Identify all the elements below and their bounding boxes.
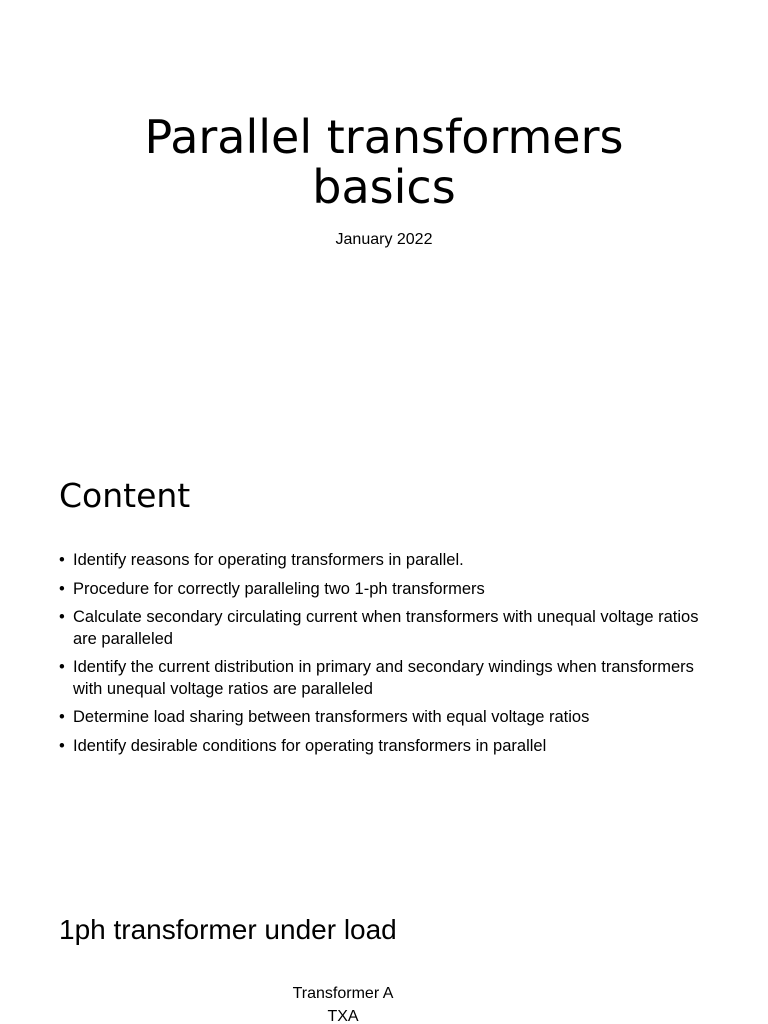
slide-title-line-2: basics xyxy=(312,160,456,214)
list-item-text: Procedure for correctly paralleling two 1-ph transformers xyxy=(73,579,485,598)
content-heading: Content xyxy=(59,476,191,515)
bullet-icon: • xyxy=(59,579,65,598)
list-item-text: Calculate secondary circulating current when transformers with unequal voltage ratios are paralleled xyxy=(73,608,699,648)
bullet-icon: • xyxy=(59,551,65,569)
transformer-a-sublabel: TXA xyxy=(327,1008,359,1024)
list-item xyxy=(59,607,699,650)
list-item-text: Determine load sharing between transformers with equal voltage ratios xyxy=(73,708,590,726)
bullet-icon: • xyxy=(59,608,65,626)
slide-date: January 2022 xyxy=(335,231,433,248)
bullet-icon: • xyxy=(59,658,65,676)
list-item-text: Identify reasons for operating transformers in parallel. xyxy=(73,551,464,569)
list-item xyxy=(59,657,699,700)
bullet-icon: • xyxy=(59,736,65,755)
list-item xyxy=(59,707,699,729)
list-item-text: Identify desirable conditions for operating transformers in parallel xyxy=(73,736,547,755)
list-item xyxy=(59,736,699,758)
bullet-icon: • xyxy=(59,708,65,726)
list-item xyxy=(59,550,699,572)
transformer-a-label: Transformer A xyxy=(292,985,394,1002)
slide-title xyxy=(0,112,768,212)
list-item xyxy=(59,579,699,601)
content-bullet-list xyxy=(59,550,699,764)
transformer-heading: 1ph transformer under load xyxy=(59,914,397,945)
slide-title-line-1: Parallel transformers xyxy=(144,110,624,164)
list-item-text: Identify the current distribution in primary and secondary windings when transformers with unequal voltage ratios are paralleled xyxy=(73,658,694,698)
